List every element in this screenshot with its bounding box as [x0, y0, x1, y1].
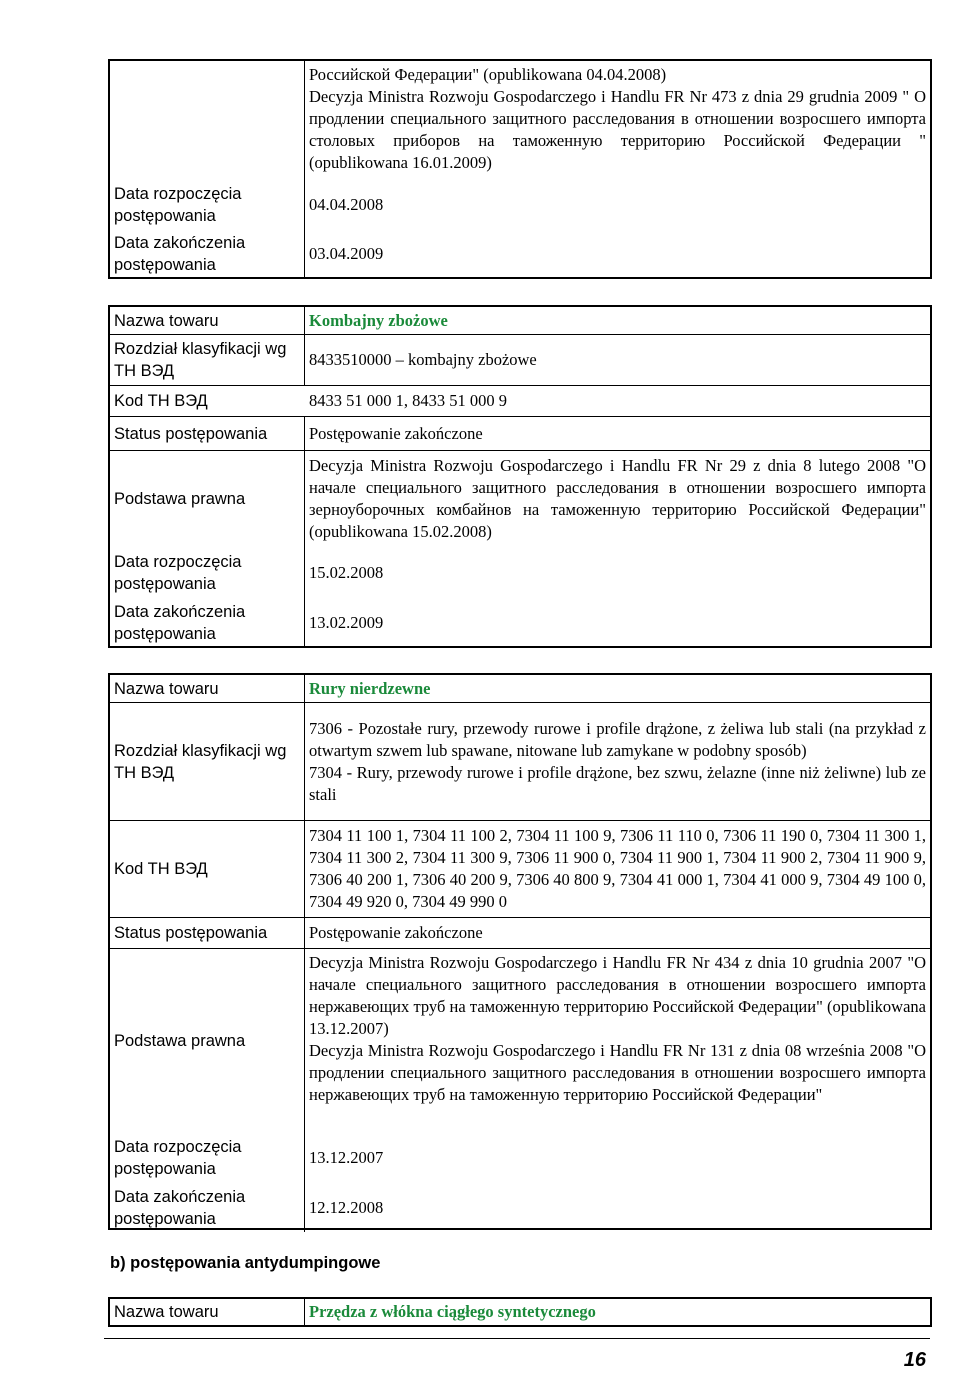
start-row: [110, 180, 930, 230]
end-label: Data zakończenia postępowania: [110, 1183, 305, 1232]
class-label: Rozdział klasyfikacji wg TH ВЭД: [110, 703, 305, 820]
name-label: Nazwa towaru: [110, 675, 305, 702]
product-name: [305, 675, 930, 702]
status-value: Postępowanie zakończone: [309, 923, 483, 942]
kod-line: [110, 386, 511, 416]
name-row: [110, 1299, 930, 1325]
basis-value: [305, 949, 930, 1132]
basis-row: [110, 948, 930, 1132]
name-label: Nazwa towaru: [110, 1299, 305, 1325]
status-value: Postępowanie zakończone: [309, 423, 483, 443]
class-line: 7306 - Pozostałe rury, przewody rurowe i profile drążone, z żeliwa lub stali (na przykład z otwartym szwem lub spawane, nitowane lub zamykane w podobny sposób): [309, 718, 926, 760]
start-row: [110, 547, 930, 598]
basis-line: Decyzja Ministra Rozwoju Gospodarczego i Handlu FR Nr 473 z dnia 29 grudnia 2009 " О продлении специального защитного расследования в отношении возросшего импорта столовых приборов на таможенную территорию Российской Федерации " (opublikowana 16.01.2009): [309, 87, 926, 172]
end-row: [110, 230, 930, 278]
class-line: 7304 - Rury, przewody rurowe i profile drążone, bez szwu, żelazne (inne niż żeliwne) lub ze stali: [309, 762, 926, 804]
end-row: [110, 1183, 930, 1232]
basis-value: [305, 451, 930, 547]
start-label: Data rozpoczęcia postępowania: [110, 1132, 305, 1183]
product-name-text: Rury nierdzewne: [309, 678, 431, 698]
start-value: 04.04.2008: [309, 195, 384, 214]
status-row: [110, 917, 930, 948]
basis-line: Российской Федерации" (opublikowana 04.04.2008): [309, 65, 667, 84]
basis-value: [305, 61, 930, 180]
basis-row: [110, 450, 930, 547]
end-label: Data zakończenia postępowania: [110, 598, 305, 648]
section-title: b) postępowania antydumpingowe: [110, 1254, 381, 1272]
kod-label: Kod TH ВЭД: [110, 821, 305, 917]
block-combines: [108, 305, 932, 648]
status-row: [110, 416, 930, 450]
class-value: 8433510000 – kombajny zbożowe: [309, 350, 537, 369]
end-value: 12.12.2008: [309, 1197, 384, 1217]
kod-row: [110, 820, 930, 917]
class-label: Rozdział klasyfikacji wg TH ВЭД: [110, 335, 305, 385]
block-stainless-pipes: [108, 673, 932, 1230]
start-label: Data rozpoczęcia postępowania: [110, 547, 305, 598]
basis-row: [110, 61, 930, 180]
class-row: [110, 702, 930, 820]
class-row: [110, 334, 930, 385]
kod-value: 8433 51 000 1, 8433 51 000 9: [309, 391, 507, 410]
product-name: [305, 1299, 930, 1325]
kod-text: 7304 11 100 1, 7304 11 100 2, 7304 11 100 9, 7306 11 110 0, 7306 11 190 0, 7304 11 300 1, 7304 11 300 2, 7304 11 300 9, 7306 11 900 0, 7304 11 900 1, 7304 11 900 2, 7304 11 900 9, 7306 40 200 1, 7306 40 200 9, 7306 40 800 9, 7304 41 000 1, 7304 41 000 9, 7304 49 100 0, 7304 49 920 0, 7304 49 990 0: [309, 826, 926, 911]
start-row: [110, 1132, 930, 1183]
basis-label: Podstawa prawna: [110, 451, 305, 547]
basis-line: Decyzja Ministra Rozwoju Gospodarczego i Handlu FR Nr 434 z dnia 10 grudnia 2007 "О начале специального защитного расследования в отношении возросшего импорта нержавеющих труб на таможенную территорию Российской Федерации" (opublikowana 13.12.2007): [309, 953, 926, 1038]
name-row: [110, 307, 930, 334]
kod-label: Kod TH ВЭД: [114, 392, 208, 410]
product-name: [305, 307, 930, 334]
basis-text: Decyzja Ministra Rozwoju Gospodarczego i Handlu FR Nr 29 z dnia 8 lutego 2008 "О начале специального защитного расследования в отношении возросшего импорта зерноуборочных комбайнов на таможенную территорию Российской Федерации" (opublikowana 15.02.2008): [309, 456, 926, 541]
end-value: 13.02.2009: [309, 613, 384, 632]
block-synthetic-yarn: [108, 1297, 932, 1327]
name-label: Nazwa towaru: [110, 307, 305, 334]
product-name-text: Przędza z włókna ciągłego syntetycznego: [309, 1302, 596, 1321]
status-label: Status postępowania: [110, 417, 305, 450]
end-row: [110, 598, 930, 648]
start-value: 15.02.2008: [309, 562, 384, 582]
end-value: 03.04.2009: [309, 244, 384, 263]
status-label: Status postępowania: [110, 918, 305, 948]
kod-row: [110, 385, 930, 416]
end-label: Data zakończenia postępowania: [110, 230, 305, 278]
footer-divider: [104, 1338, 930, 1339]
name-row: [110, 675, 930, 702]
block-cutlery: [108, 59, 932, 279]
product-name-text: Kombajny zbożowe: [309, 310, 448, 330]
basis-label: Podstawa prawna: [110, 949, 305, 1132]
class-value: [305, 703, 930, 820]
page-number: 16: [903, 1349, 926, 1371]
basis-line: Decyzja Ministra Rozwoju Gospodarczego i Handlu FR Nr 131 z dnia 08 września 2008 "О продлении специального защитного расследования в отношении возросшего импорта нержавеющих труб на таможенную территорию Российской Федерации": [309, 1041, 926, 1104]
kod-value: [305, 821, 930, 917]
basis-label-empty: [110, 61, 305, 180]
start-value: 13.12.2007: [309, 1147, 384, 1167]
start-label: Data rozpoczęcia postępowania: [110, 180, 305, 230]
